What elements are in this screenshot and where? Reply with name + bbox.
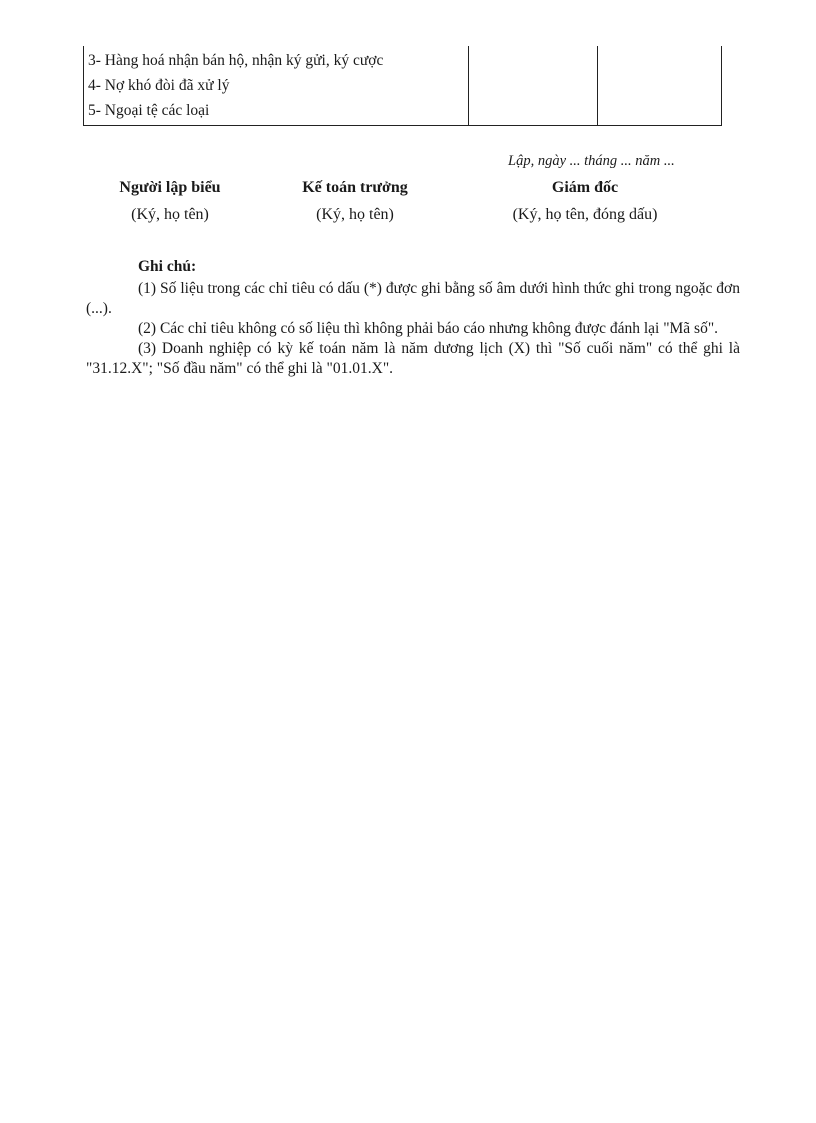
column-divider — [468, 46, 469, 125]
chief-accountant-signature-block — [280, 177, 430, 226]
notes-title: Ghi chú: — [138, 258, 197, 275]
director-title: Giám đốc — [551, 179, 619, 196]
director-signature-block — [490, 177, 680, 226]
date-line: Lập, ngày ... tháng ... năm ... — [508, 153, 675, 169]
chief-accountant-sign-hint: (Ký, họ tên) — [316, 206, 394, 223]
director-sign-hint: (Ký, họ tên, đóng dấu) — [512, 206, 658, 223]
note-item: (3) Doanh nghiệp có kỳ kế toán năm là năm dương lịch (X) thì "Số cuối năm" có thể ghi là "31.12.X"; "Số đầu năm" có thể ghi là "01.01.X". — [86, 340, 740, 377]
preparer-title: Người lập biểu — [119, 179, 221, 196]
table-row: 3- Hàng hoá nhận bán hộ, nhận ký gửi, ký cược — [88, 52, 384, 69]
preparer-signature-block — [100, 177, 240, 226]
column-divider — [597, 46, 598, 125]
note-item: (1) Số liệu trong các chỉ tiêu có dấu (*) được ghi bằng số âm dưới hình thức ghi trong ngoặc đơn (...). — [86, 280, 740, 317]
table-row: 4- Nợ khó đòi đã xử lý — [88, 77, 230, 94]
table-rows — [88, 48, 466, 123]
notes-section — [86, 257, 740, 379]
table-row: 5- Ngoại tệ các loại — [88, 102, 210, 119]
off-balance-sheet-table — [83, 46, 722, 126]
preparer-sign-hint: (Ký, họ tên) — [131, 206, 209, 223]
chief-accountant-title: Kế toán trưởng — [302, 179, 408, 196]
note-item: (2) Các chỉ tiêu không có số liệu thì không phải báo cáo nhưng không được đánh lại "Mã số". — [138, 320, 719, 337]
